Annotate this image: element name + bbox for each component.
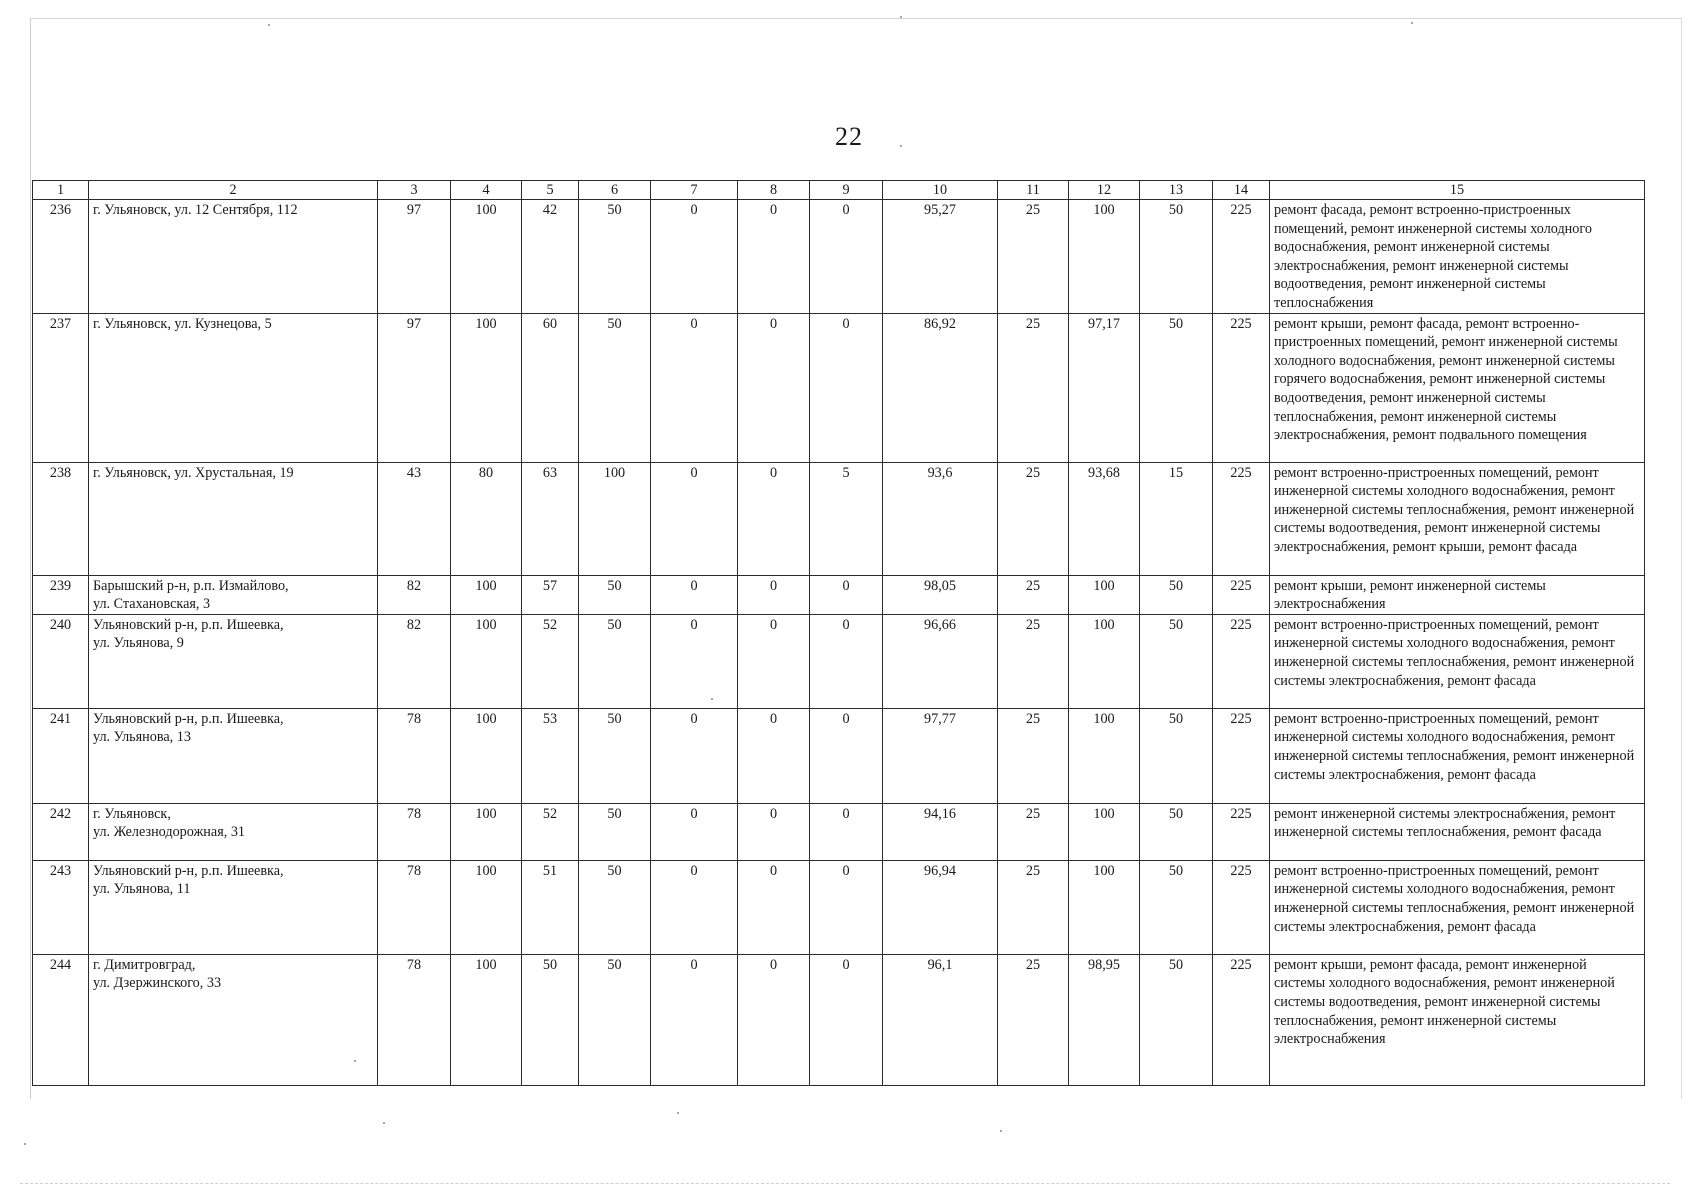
value-cell-col-8: 0: [738, 200, 810, 314]
value-cell-col-3: 78: [378, 708, 451, 803]
value-cell-col-13: 50: [1140, 708, 1213, 803]
scan-speck: [900, 145, 902, 147]
value-cell-col-5: 42: [522, 200, 579, 314]
address-line: ул. Стахановская, 3: [93, 596, 211, 613]
table-row: [33, 200, 1645, 314]
address-cell: [89, 803, 378, 860]
value-cell-col-7: 0: [651, 860, 738, 954]
value-cell-col-6: 50: [579, 200, 651, 314]
value-cell-col-12: 100: [1069, 803, 1140, 860]
value-cell-col-3: 78: [378, 954, 451, 1085]
row-number-cell: 244: [33, 954, 89, 1085]
value-cell-col-5: 50: [522, 954, 579, 1085]
value-cell-col-6: 50: [579, 614, 651, 708]
address-line: г. Димитровград,: [93, 956, 196, 973]
column-number: 11: [998, 181, 1069, 200]
address-cell: [89, 708, 378, 803]
value-cell-col-11: 25: [998, 803, 1069, 860]
value-cell-col-14: 225: [1213, 708, 1270, 803]
table-row: [33, 614, 1645, 708]
value-cell-col-6: 50: [579, 313, 651, 462]
value-cell-col-9: 0: [810, 708, 883, 803]
works-cell: ремонт крыши, ремонт фасада, ремонт встроенно-пристроенных помещений, ремонт инженерной системы холодного водоснабжения, ремонт инженерной системы горячего водоснабжения, ремонт инженерной системы водоотведения, ремонт инженерной системы теплоснабжения, ремонт инженерной системы электроснабжения, ремонт подвального помещения: [1270, 313, 1645, 462]
scan-speck: [24, 1143, 26, 1145]
value-cell-col-9: 5: [810, 462, 883, 575]
column-number: 5: [522, 181, 579, 200]
value-cell-col-5: 51: [522, 860, 579, 954]
value-cell-col-13: 50: [1140, 575, 1213, 614]
value-cell-col-8: 0: [738, 954, 810, 1085]
column-number: 8: [738, 181, 810, 200]
column-number: 14: [1213, 181, 1270, 200]
address-cell: [89, 575, 378, 614]
value-cell-col-12: 98,95: [1069, 954, 1140, 1085]
value-cell-col-4: 100: [451, 708, 522, 803]
value-cell-col-3: 78: [378, 803, 451, 860]
value-cell-col-6: 100: [579, 462, 651, 575]
table-row: [33, 575, 1645, 614]
value-cell-col-12: 97,17: [1069, 313, 1140, 462]
value-cell-col-6: 50: [579, 708, 651, 803]
value-cell-col-9: 0: [810, 954, 883, 1085]
value-cell-col-4: 100: [451, 200, 522, 314]
value-cell-col-12: 93,68: [1069, 462, 1140, 575]
address-line: г. Ульяновск,: [93, 805, 171, 822]
column-number: 3: [378, 181, 451, 200]
value-cell-col-10: 98,05: [883, 575, 998, 614]
scan-speck: [677, 1112, 679, 1114]
value-cell-col-14: 225: [1213, 575, 1270, 614]
value-cell-col-8: 0: [738, 575, 810, 614]
row-number-cell: 242: [33, 803, 89, 860]
value-cell-col-11: 25: [998, 313, 1069, 462]
value-cell-col-13: 50: [1140, 313, 1213, 462]
value-cell-col-3: 97: [378, 200, 451, 314]
scan-speck: [1411, 22, 1413, 24]
value-cell-col-4: 100: [451, 614, 522, 708]
value-cell-col-14: 225: [1213, 860, 1270, 954]
column-number-row: [33, 181, 1645, 200]
address-line: г. Ульяновск, ул. 12 Сентября, 112: [93, 202, 298, 218]
works-cell: ремонт встроенно-пристроенных помещений, ремонт инженерной системы холодного водоснабжения, ремонт инженерной системы теплоснабжения, ремонт инженерной системы водоотведения, ремонт инженерной системы электроснабжения, ремонт крыши, ремонт фасада: [1270, 462, 1645, 575]
address-line: г. Ульяновск, ул. Хрустальная, 19: [93, 464, 294, 481]
value-cell-col-7: 0: [651, 614, 738, 708]
value-cell-col-5: 52: [522, 614, 579, 708]
value-cell-col-9: 0: [810, 575, 883, 614]
row-number-cell: 237: [33, 313, 89, 462]
address-cell: [89, 200, 378, 314]
value-cell-col-14: 225: [1213, 614, 1270, 708]
value-cell-col-8: 0: [738, 708, 810, 803]
value-cell-col-10: 96,94: [883, 860, 998, 954]
scan-speck: [711, 698, 713, 700]
column-number: 2: [89, 181, 378, 200]
value-cell-col-13: 50: [1140, 803, 1213, 860]
value-cell-col-3: 97: [378, 313, 451, 462]
value-cell-col-10: 96,66: [883, 614, 998, 708]
value-cell-col-8: 0: [738, 860, 810, 954]
value-cell-col-12: 100: [1069, 200, 1140, 314]
works-cell: ремонт крыши, ремонт фасада, ремонт инженерной системы холодного водоснабжения, ремонт инженерной системы водоотведения, ремонт инженерной системы теплоснабжения, ремонт инженерной системы электроснабжения: [1270, 954, 1645, 1085]
value-cell-col-7: 0: [651, 575, 738, 614]
value-cell-col-7: 0: [651, 954, 738, 1085]
value-cell-col-13: 50: [1140, 860, 1213, 954]
value-cell-col-4: 100: [451, 954, 522, 1085]
value-cell-col-14: 225: [1213, 803, 1270, 860]
row-number-cell: 240: [33, 614, 89, 708]
value-cell-col-6: 50: [579, 860, 651, 954]
value-cell-col-7: 0: [651, 462, 738, 575]
address-line: Ульяновский р-н, р.п. Ишеевка,: [93, 616, 284, 633]
value-cell-col-4: 100: [451, 313, 522, 462]
page-number: 22: [835, 122, 863, 151]
value-cell-col-5: 60: [522, 313, 579, 462]
column-number: 1: [33, 181, 89, 200]
value-cell-col-9: 0: [810, 200, 883, 314]
value-cell-col-12: 100: [1069, 860, 1140, 954]
value-cell-col-5: 52: [522, 803, 579, 860]
value-cell-col-5: 57: [522, 575, 579, 614]
value-cell-col-11: 25: [998, 860, 1069, 954]
column-number: 10: [883, 181, 998, 200]
value-cell-col-9: 0: [810, 313, 883, 462]
value-cell-col-6: 50: [579, 803, 651, 860]
table-row: [33, 954, 1645, 1085]
column-number: 15: [1270, 181, 1645, 200]
works-cell: ремонт инженерной системы электроснабжения, ремонт инженерной системы теплоснабжения, ремонт фасада: [1270, 803, 1645, 860]
table-body: [33, 200, 1645, 1086]
address-line: ул. Ульянова, 11: [93, 881, 191, 898]
works-cell: ремонт встроенно-пристроенных помещений, ремонт инженерной системы холодного водоснабжения, ремонт инженерной системы теплоснабжения, ремонт инженерной системы электроснабжения, ремонт фасада: [1270, 614, 1645, 708]
value-cell-col-12: 100: [1069, 708, 1140, 803]
value-cell-col-10: 97,77: [883, 708, 998, 803]
value-cell-col-13: 15: [1140, 462, 1213, 575]
address-cell: [89, 954, 378, 1085]
value-cell-col-14: 225: [1213, 954, 1270, 1085]
value-cell-col-10: 86,92: [883, 313, 998, 462]
value-cell-col-5: 53: [522, 708, 579, 803]
value-cell-col-12: 100: [1069, 614, 1140, 708]
scan-speck: [268, 24, 270, 26]
value-cell-col-9: 0: [810, 803, 883, 860]
value-cell-col-4: 100: [451, 803, 522, 860]
row-number-cell: 243: [33, 860, 89, 954]
address-line: г. Ульяновск, ул. Кузнецова, 5: [93, 315, 272, 332]
address-line: Барышский р-н, р.п. Измайлово,: [93, 577, 289, 594]
row-number-cell: 239: [33, 575, 89, 614]
address-line: Ульяновский р-н, р.п. Ишеевка,: [93, 862, 284, 879]
value-cell-col-10: 95,27: [883, 200, 998, 314]
works-cell: ремонт фасада, ремонт встроенно-пристроенных помещений, ремонт инженерной системы холодного водоснабжения, ремонт инженерной системы электроснабжения, ремонт инженерной системы водоотведения, ремонт инженерной системы теплоснабжения: [1270, 200, 1645, 314]
scan-speck: [1000, 1130, 1002, 1132]
address-line: Ульяновский р-н, р.п. Ишеевка,: [93, 710, 284, 727]
address-cell: [89, 313, 378, 462]
value-cell-col-9: 0: [810, 614, 883, 708]
value-cell-col-7: 0: [651, 708, 738, 803]
row-number-cell: 236: [33, 200, 89, 314]
value-cell-col-12: 100: [1069, 575, 1140, 614]
value-cell-col-6: 50: [579, 954, 651, 1085]
value-cell-col-4: 100: [451, 575, 522, 614]
value-cell-col-13: 50: [1140, 200, 1213, 314]
column-number: 13: [1140, 181, 1213, 200]
value-cell-col-14: 225: [1213, 313, 1270, 462]
row-number-cell: 241: [33, 708, 89, 803]
works-cell: ремонт встроенно-пристроенных помещений, ремонт инженерной системы холодного водоснабжения, ремонт инженерной системы теплоснабжения, ремонт инженерной системы электроснабжения, ремонт фасада: [1270, 860, 1645, 954]
value-cell-col-8: 0: [738, 803, 810, 860]
scan-speck: [383, 1122, 385, 1124]
column-number: 7: [651, 181, 738, 200]
value-cell-col-5: 63: [522, 462, 579, 575]
value-cell-col-11: 25: [998, 614, 1069, 708]
value-cell-col-13: 50: [1140, 614, 1213, 708]
value-cell-col-14: 225: [1213, 200, 1270, 314]
value-cell-col-6: 50: [579, 575, 651, 614]
value-cell-col-3: 78: [378, 860, 451, 954]
column-number: 12: [1069, 181, 1140, 200]
column-number: 4: [451, 181, 522, 200]
column-number: 6: [579, 181, 651, 200]
value-cell-col-11: 25: [998, 462, 1069, 575]
value-cell-col-7: 0: [651, 313, 738, 462]
value-cell-col-11: 25: [998, 575, 1069, 614]
data-table: [32, 180, 1645, 1086]
value-cell-col-4: 80: [451, 462, 522, 575]
table-row: [33, 462, 1645, 575]
value-cell-col-7: 0: [651, 803, 738, 860]
value-cell-col-8: 0: [738, 614, 810, 708]
table-row: [33, 803, 1645, 860]
value-cell-col-10: 93,6: [883, 462, 998, 575]
scan-edge-line: [20, 1183, 1670, 1185]
value-cell-col-4: 100: [451, 860, 522, 954]
value-cell-col-11: 25: [998, 954, 1069, 1085]
works-cell: ремонт встроенно-пристроенных помещений, ремонт инженерной системы холодного водоснабжения, ремонт инженерной системы теплоснабжения, ремонт инженерной системы электроснабжения, ремонт фасада: [1270, 708, 1645, 803]
value-cell-col-14: 225: [1213, 462, 1270, 575]
value-cell-col-13: 50: [1140, 954, 1213, 1085]
value-cell-col-11: 25: [998, 708, 1069, 803]
address-cell: [89, 462, 378, 575]
value-cell-col-10: 94,16: [883, 803, 998, 860]
scan-speck: [900, 16, 902, 18]
value-cell-col-3: 82: [378, 575, 451, 614]
value-cell-col-3: 82: [378, 614, 451, 708]
address-line: ул. Ульянова, 13: [93, 729, 191, 746]
value-cell-col-8: 0: [738, 462, 810, 575]
value-cell-col-8: 0: [738, 313, 810, 462]
value-cell-col-7: 0: [651, 200, 738, 314]
scan-speck: [354, 1060, 356, 1062]
table-row: [33, 860, 1645, 954]
value-cell-col-10: 96,1: [883, 954, 998, 1085]
address-line: ул. Ульянова, 9: [93, 635, 184, 652]
address-line: ул. Дзержинского, 33: [93, 975, 222, 992]
table-row: [33, 313, 1645, 462]
value-cell-col-11: 25: [998, 200, 1069, 314]
address-cell: [89, 614, 378, 708]
column-number: 9: [810, 181, 883, 200]
address-cell: [89, 860, 378, 954]
value-cell-col-3: 43: [378, 462, 451, 575]
value-cell-col-9: 0: [810, 860, 883, 954]
works-cell: ремонт крыши, ремонт инженерной системы электроснабжения: [1270, 575, 1645, 614]
address-line: ул. Железнодорожная, 31: [93, 824, 246, 841]
row-number-cell: 238: [33, 462, 89, 575]
table-row: [33, 708, 1645, 803]
